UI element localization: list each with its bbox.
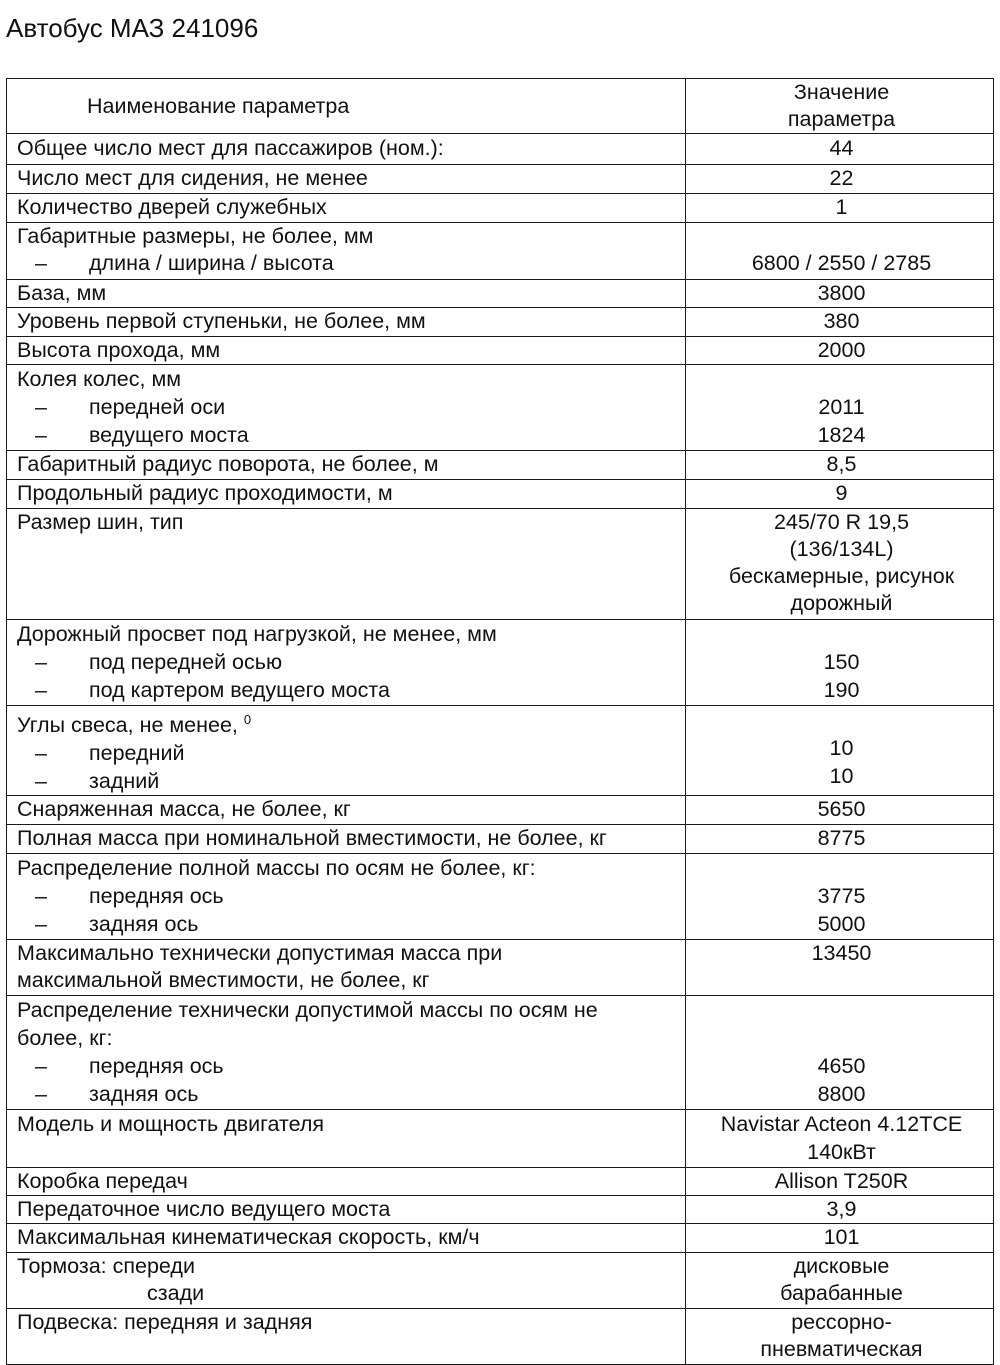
param-cell: [7, 365, 686, 451]
param-label: [17, 223, 679, 250]
spec-table: [6, 78, 994, 1365]
value-text: 245/70 R 19,5: [773, 510, 910, 534]
param-subitem: [17, 393, 679, 421]
table-row: [7, 134, 994, 165]
table-row: [7, 1196, 994, 1224]
param-text: передняя ось: [89, 884, 224, 909]
header-param-label: Наименование параметра: [87, 93, 350, 118]
value-text: барабанные: [780, 1281, 903, 1306]
value-text: [696, 996, 987, 1024]
param-cell: [7, 308, 686, 337]
value-cell: [686, 134, 994, 165]
value-cell: [686, 940, 994, 996]
param-cell: [7, 996, 686, 1110]
value-cell: [686, 620, 994, 706]
dash-bullet: –: [35, 423, 47, 447]
param-text: задний: [89, 769, 160, 794]
param-label: [17, 134, 679, 162]
param-text: задняя ось: [89, 1082, 199, 1107]
value-text: 140кВт: [807, 1140, 876, 1165]
table-row: [7, 337, 994, 365]
value-cell: [686, 1110, 994, 1168]
value-text: [696, 706, 987, 734]
dash-bullet: –: [35, 1082, 47, 1107]
value-text: рессорно-: [791, 1310, 892, 1335]
param-label: [17, 337, 679, 363]
param-label: [17, 280, 679, 306]
value-text: 9: [835, 481, 848, 505]
param-cell: [7, 1196, 686, 1224]
value-cell: [686, 854, 994, 940]
param-subitem: [17, 648, 679, 676]
param-label: [17, 967, 679, 994]
param-text: Дорожный просвет под нагрузкой, не менее, мм: [17, 622, 497, 646]
table-row: [7, 194, 994, 223]
param-label: [17, 1309, 679, 1336]
dash-bullet: –: [35, 1054, 47, 1079]
param-text: Максимальная кинематическая скорость, км/ч: [17, 1225, 480, 1250]
param-text: максимальной вместимости, не более, кг: [17, 968, 430, 993]
param-text: под передней осью: [89, 650, 283, 674]
value-text: 2011: [818, 395, 865, 419]
table-row: [7, 996, 994, 1110]
param-subitem: [17, 1052, 679, 1080]
param-cell: [7, 854, 686, 940]
value-text: 190: [823, 678, 860, 702]
param-text: Уровень первой ступеньки, не более, мм: [17, 309, 426, 333]
value-cell: [686, 996, 994, 1110]
param-text: ведущего моста: [89, 423, 249, 447]
table-row: [7, 365, 994, 451]
value-text: 44: [829, 136, 854, 160]
param-cell: [7, 940, 686, 996]
param-label: [17, 940, 679, 967]
param-cell: [7, 1309, 686, 1365]
param-cell: [7, 1224, 686, 1253]
param-cell: [7, 620, 686, 706]
param-label: [17, 854, 679, 882]
param-text: Полная масса при номинальной вместимости, не более, кг: [17, 826, 607, 851]
param-cell: [7, 1253, 686, 1309]
table-row: [7, 165, 994, 194]
value-text: Allison T250R: [774, 1169, 909, 1194]
param-text: передней оси: [89, 395, 226, 419]
param-cell: [7, 796, 686, 825]
value-text: (136/134L): [789, 537, 894, 561]
table-row: [7, 1253, 994, 1309]
dash-bullet: –: [35, 741, 47, 766]
param-cell: [7, 165, 686, 194]
value-text: 4650: [817, 1054, 866, 1079]
header-value-cell: [686, 79, 994, 134]
table-row: [7, 1224, 994, 1253]
param-text: задняя ось: [89, 912, 199, 937]
param-cell: [7, 509, 686, 620]
value-text: бескамерные, рисунок: [728, 564, 955, 588]
value-cell: [686, 365, 994, 451]
param-cell: [7, 223, 686, 280]
param-text: Габаритные размеры, не более, мм: [17, 224, 374, 248]
param-label: [17, 996, 679, 1024]
param-label: [17, 1224, 679, 1251]
value-cell: [686, 509, 994, 620]
param-text: Высота прохода, мм: [17, 338, 221, 362]
dash-bullet: –: [35, 678, 47, 702]
param-label: [17, 825, 679, 852]
value-cell: [686, 1253, 994, 1309]
param-subitem: [17, 250, 679, 277]
param-cell: [7, 1110, 686, 1168]
dash-bullet: –: [35, 912, 47, 937]
value-text: дисковые: [793, 1254, 890, 1279]
param-text: Распределение полной массы по осям не более, кг:: [17, 856, 536, 881]
value-text: 8,5: [826, 452, 857, 476]
table-row: [7, 480, 994, 509]
header-param-cell: [7, 79, 686, 134]
param-label: [17, 1110, 679, 1138]
param-cell: [7, 480, 686, 509]
value-text: 13450: [811, 941, 872, 966]
value-text: [696, 365, 987, 393]
param-label: [17, 480, 679, 507]
param-label: [17, 1024, 679, 1052]
param-subitem: [17, 910, 679, 938]
param-label: [17, 509, 679, 536]
param-text: более, кг:: [17, 1026, 113, 1051]
value-text: 2000: [817, 338, 866, 362]
table-row: [7, 796, 994, 825]
table-row: [7, 620, 994, 706]
param-text: База, мм: [17, 281, 107, 305]
dash-bullet: –: [35, 884, 47, 909]
param-label: [17, 451, 679, 478]
param-subitem: [17, 882, 679, 910]
value-text: 150: [823, 650, 860, 674]
value-text: Navistar Acteon 4.12TCE: [720, 1112, 963, 1137]
param-text: Снаряженная масса, не более, кг: [17, 797, 351, 822]
param-cell: [7, 825, 686, 854]
value-text: 5650: [817, 797, 866, 822]
param-text: Передаточное число ведущего моста: [17, 1197, 391, 1222]
header-value-label-line2: параметра: [787, 107, 896, 131]
table-row: [7, 1309, 994, 1365]
value-cell: [686, 1224, 994, 1253]
value-cell: [686, 1196, 994, 1224]
dash-bullet: –: [35, 650, 47, 674]
value-text: 3775: [817, 884, 866, 909]
table-row: [7, 825, 994, 854]
value-cell: [686, 280, 994, 308]
value-text: 5000: [817, 912, 866, 937]
value-cell: [686, 1309, 994, 1365]
value-text: 380: [823, 309, 860, 333]
value-cell: [686, 1168, 994, 1196]
value-text: пневматическая: [760, 1337, 923, 1362]
table-row: [7, 706, 994, 796]
value-cell: [686, 796, 994, 825]
table-row: [7, 223, 994, 280]
param-text: Подвеска: передняя и задняя: [17, 1310, 313, 1335]
param-text: Модель и мощность двигателя: [17, 1112, 325, 1137]
dash-bullet: –: [35, 251, 47, 275]
param-text: Распределение технически допустимой массы по осям не: [17, 998, 598, 1023]
param-text: Коробка передач: [17, 1169, 188, 1194]
value-cell: [686, 825, 994, 854]
value-text: 10: [829, 764, 854, 788]
param-text: Количество дверей служебных: [17, 195, 327, 219]
value-text: 8800: [817, 1082, 866, 1107]
param-label: [17, 365, 679, 393]
table-row: [7, 451, 994, 480]
value-text: [696, 620, 987, 648]
param-text: Максимально технически допустимая масса при: [17, 941, 503, 966]
param-text: под картером ведущего моста: [89, 678, 390, 702]
value-cell: [686, 337, 994, 365]
table-row: [7, 308, 994, 337]
param-text: Колея колес, мм: [17, 367, 182, 391]
value-cell: [686, 451, 994, 480]
value-text: [696, 854, 987, 882]
value-text: 1824: [817, 423, 866, 447]
param-text: Общее число мест для пассажиров (ном.):: [17, 136, 444, 160]
param-text: Габаритный радиус поворота, не более, м: [17, 452, 439, 476]
param-label: [17, 620, 679, 648]
table-row: [7, 509, 994, 620]
value-text: 22: [829, 166, 854, 190]
param-subitem: [17, 421, 679, 449]
value-cell: [686, 706, 994, 796]
param-cell: [7, 194, 686, 223]
param-text: Число мест для сидения, не менее: [17, 166, 368, 190]
value-text: 10: [829, 736, 854, 760]
param-text: длина / ширина / высота: [89, 251, 334, 275]
param-text: передняя ось: [89, 1054, 224, 1079]
param-label: [17, 1253, 679, 1280]
value-cell: [686, 308, 994, 337]
param-cell: [7, 337, 686, 365]
value-text: [696, 1024, 987, 1052]
param-text: Углы свеса, не менее,: [17, 713, 244, 738]
param-text: Тормоза: спереди: [17, 1254, 195, 1279]
param-text: Размер шин, тип: [17, 510, 184, 534]
param-label: [17, 1280, 679, 1307]
param-text: Продольный радиус проходимости, м: [17, 481, 393, 505]
table-row: [7, 1168, 994, 1196]
param-text: сзади: [147, 1281, 205, 1306]
param-cell: [7, 280, 686, 308]
param-label: [17, 706, 679, 739]
value-text: 3800: [817, 281, 866, 305]
value-text: 3,9: [826, 1197, 857, 1222]
table-header-row: [7, 79, 994, 134]
param-subitem: [17, 676, 679, 704]
value-cell: [686, 480, 994, 509]
param-cell: [7, 451, 686, 480]
param-text: передний: [89, 741, 185, 766]
table-row: [7, 1110, 994, 1168]
param-label: [17, 308, 679, 335]
value-cell: [686, 165, 994, 194]
param-label: [17, 194, 679, 221]
value-text: дорожный: [790, 591, 893, 615]
table-row: [7, 280, 994, 308]
table-row: [7, 940, 994, 996]
header-value-label-line1: Значение: [793, 80, 890, 104]
document-title: Автобус МАЗ 241096: [6, 13, 259, 43]
degree-superscript: 0: [243, 712, 252, 727]
value-text: 1: [835, 195, 848, 219]
value-text: [696, 223, 987, 250]
param-label: [17, 1168, 679, 1194]
value-cell: [686, 223, 994, 280]
param-cell: [7, 706, 686, 796]
dash-bullet: –: [35, 395, 47, 419]
value-text: 101: [823, 1225, 860, 1250]
param-subitem: [17, 1080, 679, 1108]
param-subitem: [17, 767, 679, 795]
param-label: [17, 1196, 679, 1222]
param-cell: [7, 134, 686, 165]
value-cell: [686, 194, 994, 223]
param-subitem: [17, 739, 679, 767]
table-row: [7, 854, 994, 940]
dash-bullet: –: [35, 769, 47, 794]
value-text: 8775: [817, 826, 866, 851]
param-cell: [7, 1168, 686, 1196]
value-text: 6800 / 2550 / 2785: [751, 251, 932, 275]
param-label: [17, 796, 679, 823]
param-label: [17, 165, 679, 192]
